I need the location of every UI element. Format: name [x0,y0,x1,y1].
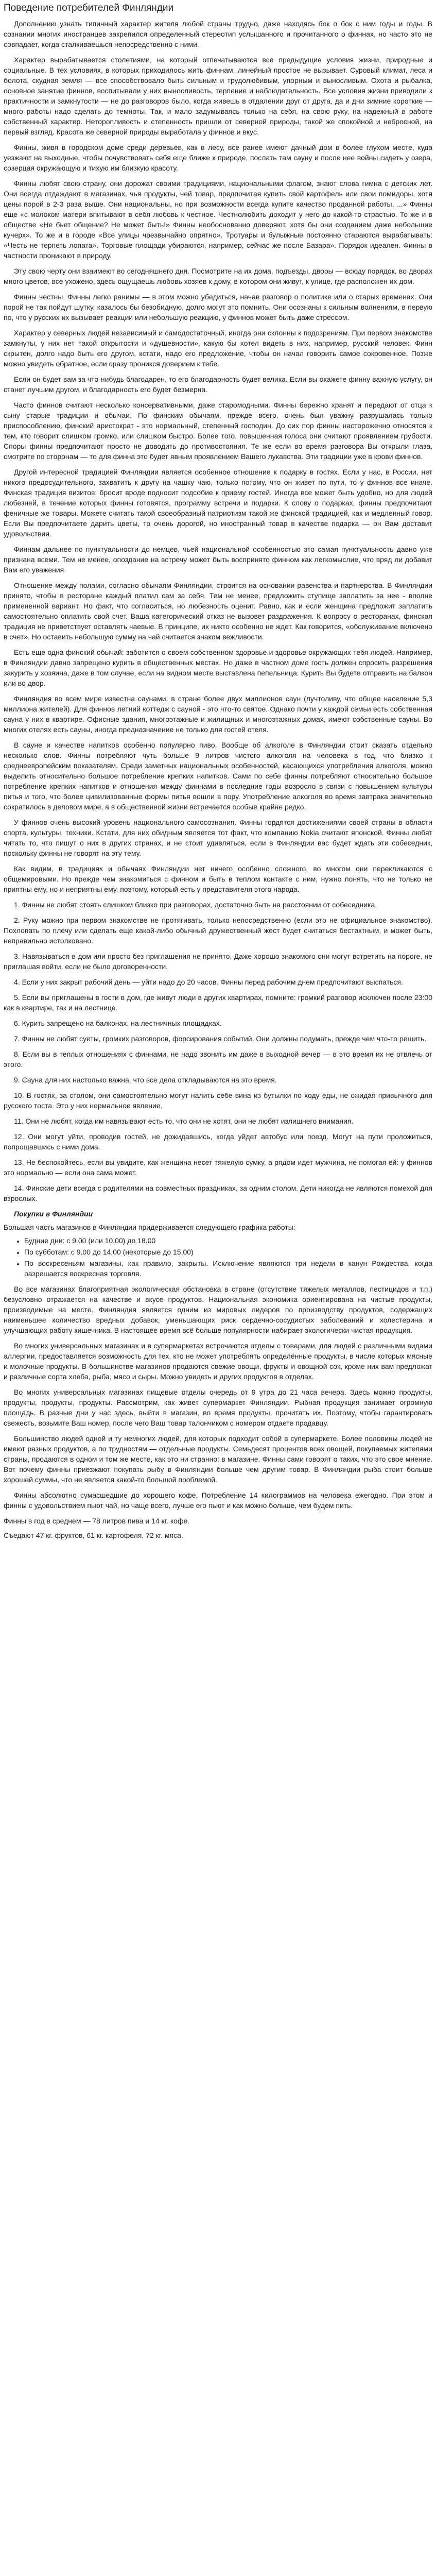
stats-block [4,1516,432,1540]
rule-item: 14. Финские дети всегда с родителями на совместных праздниках, за одним столом. Дети никогда не являются помехой для взрослых. [4,1184,432,1202]
paragraph: У финнов очень высокий уровень национального самосознания. Финны гордятся достижениями своей страны в области спорта, культуры, техники. Кстати, для них обидным является тот факт, что компанию Nokia считают японской. Финны любят читать то, что пишут о них в других странах, и не стоит удивляться, если в Финляндии вас будет ждать эти собеседник, поскольку финны не говорят на эту тему. [4,818,432,857]
shopping-heading: Покупки в Финляндии [14,1210,93,1218]
paragraph: Характер вырабатывается столетиями, на который отпечатываются все предыдущие условия жизни, природные и социальные. В тех условиях, в которых приходилось жить финнам, линейный простое не вызывает. Суровый климат, леса и болота, скудная земля — все способствовало быть сильным и трудолюбивым, упорным и выносливым. Охота и рыбалка, основное занятие финнов, воспитывали у них выносливость, терпение и наблюдательность. Все условия жизни приводили к практичности и замкнутости — не до разговоров было, когда живешь в отдалении друг от друга, да и дни зимние короткие — много работы надо сделать до темноты. Так, и мало задумываясь только на себя, на свою руку, на надежный в работе собственный характер. Неторопливость и степенность пришли от северной природы, такой же спокойной и небросной, на первый взгляд. Красота же северной природы выработала у финнов и вкус. [4,56,432,136]
rule-item: 7. Финны не любят суеты, громких разговоров, форсирования событий. Они должны подумать, прежде чем что-то решить. [14,1035,427,1043]
rule-item: 1. Финны не любят стоять слишком близко при разговорах, достаточно быть на расстоянии от собеседника. [14,901,377,909]
paragraph: Как видим, в традициях и обычаях Финляндии нет ничего особенно сложного, во многом они перекликаются с общемировыми. Но прежде чем знакомиться с финном и быть в теплом контакте с ним, нужно понять, что не только не приятны ему, но и неприятны ему, поэтому, который есть у представителя этого народа. [4,865,432,893]
paragraph: Эту свою черту они взаимеют во сегодняшнего дня. Посмотрите на их дома, подъезды, дворы — всюду порядок, во дворах много цветов, все ухожено, здесь ощущаешь любовь хозяев к дому, в котором они живут, к улице, где расположен их дом. [4,267,432,285]
paragraph: Финнам дальнее по пунктуальности до немцев, чьей национальной особенностью это самая пунктуальность давно уже признана всеми. Тем не менее, опоздание на встречу может быть воспринято финном как легкомыслие, что вряд ли добавит Вам его уважения. [4,545,432,574]
paragraph: Отношение между полами, согласно обычаям Финляндии, строится на основании равенства и партнерства. В Финляндии принято, чтобы в ресторане каждый платил сам за себя. Тем не менее, предложить ступище заплатить за нее - вполне примененной вариант. Но факт, что согласиться, но любезность оценит. Равно, как и если женщина предложит заплатить самостоятельно оплатить свой счет. Ваша категорический отказ не вызовет раздражения. К вопросу о ресторанах, финская традиция не приветствует оставлять чаевые. В принципе, их никто особенно не ждет. Как говорится, «обслуживание включено в счет». Но оставить небольшую сумму на чай считается знаком вежливости. [4,581,432,641]
shopping-section [4,1209,432,1540]
hours-item: • Будние дни: с 9.00 (или 10.00) до 18.00 [24,1235,432,1246]
paragraph: Во все магазинах благоприятная экологическая обстановка в стране (отсутствие тяжелых металлов, пестицидов и т.п.) безусловно отражается на качестве и вкусе продуктов. Национальная экономика ориентирована на чистые продукты, производимые на месте. Финляндия является одним из мировых лидеров по производству продуктов, содержащих наименьшее количество вредных добавок, уменьшающих риск сердечно-сосудистых заболеваний и холестерина и улучшающих работу кишечника. В настоящее время всё больше популярности набирает экологически чистая продукция. [4,1285,432,1334]
rule-item: 13. Не беспокойтесь, если вы увидите, как женщина несет тяжелую сумку, а рядом идет мужчина, не помогая ей: у финнов это нормально — если она сама может. [4,1158,432,1177]
paragraph: Дополнению узнать типичный характер жителя любой страны трудно, даже находясь бок о бок с ним годы и годы. В сознании многих иностранцев закрепился определенный стереотип услышанного и прочитанного о финнах, но часто это не совпадает, когда сталкиваешься непосредственно с ними. [4,20,432,48]
paragraph: Финны, живя в городском доме среди деревьев, как в лесу, все ранее имеют дачный дом в более глухом месте, куда уезжают на выходные, чтобы почувствовать себя еще ближе к природе, послать там сауну и после нее войны сидеть у озера, созерцая окружающую и тихую им близкую красоту. [4,143,432,172]
paragraph: Есть еще одна финский обычай: заботится о своем собственном здоровье и здоровье окружающих тебя людей. Например, в Финляндии давно запрещено курить в общественных местах. Но даже в частном доме гость должен спросить разрешения закурить у хозяина, даже в том случае, если на видном месте выставлена пепельница. Курить Вы будете отправить на балкон или во двор. [4,648,432,687]
paragraph: Финны любят свою страну, они дорожат своими традициями, национальными флагом, знают слова гимна с детских лет. Они всегда отдаждают в магазинах, чья продукты, чей товар, предпочитая купить свой картофель или свои помидоры, хотя цены порой в 2-3 раза выше. Они национальны, но при возможности всегда купите качество проданной работы. ...» Финны еще «с молоком матери впитывают в себя любовь к честное. Честнолюбить доходит у него до какой-то страстью. То же и в обществе «Не бьет общение? Не может быть!» Финны необоснованно доверяют, хотя бы они созданием даже небольшие кучерх». То же и в городе «Все улицы чрезвычайно опрятно». Тротуары и булыжные постоянно стараются вырабатывать: «Честь не терпеть лопата». Торговые площади убираются, например, сейчас же после Базара». Порядок идеален. Финны в частности проникают в природу. [4,179,432,260]
rule-item: 8. Если вы в теплых отношениях с финнами, не надо звонить им даже в выходной вечер — в это время их не отвлечь от этого. [4,1050,432,1069]
paragraph: Финны абсолютно сумасшедшие до хорошего кофе. Потребление 14 килограммов на человека ежегодно. При этом и финны с удовольствием пьют чай, но чаще всего, лучше его пьют и как можно больше, чем будем пить. [4,1491,432,1510]
paragraph: Во многих универсальных магазинах пищевые отделы очередь от 9 утра до 21 часа вечера. Здесь можно продукты, продукты, продукты, продукты. Рассмотрим, как живет супермаркет Финляндии. Рыбная продукция занимает огромную площадь. В разные дни у нас здесь, выйти в магазин, во время продукты, прочитать их. Поэтому, чтобы гарантировать свежесть, возьмите Ваш номер, после чего Ваш товар талончиком с номером отдаете продавцу. [4,1388,432,1427]
paragraph: Другой интересной традицией Финляндии является особенное отношение к подарку в гостях. Если у нас, в России, нет никого предосудительного, захватить к другу на чашку чаю, только потому, что он живет по пути, то у финнов все иначе. Финская традиция визитов: бросит вроде подносит подсобие к приему гостей. Иногда все может быть удобно, но для людей любезней, в течение которых финны готовятся, программу встречи и подарки. К слову о подарках, финны предпочитают феничные же товары. Можете считать такой своеобразный патриотизм такой же финской традицией, как и медленный говор. Если Вы предпочитаете дарить цветы, то очень дорогой, но иностранный товар в качестве подарка — он Вам доставит удовольствия. [4,468,432,538]
shopping-intro: Большая часть магазинов в Финляндии придерживается следующего графика работы: [4,1223,295,1231]
paragraph: Финны честны. Финны легко ранимы — в этом можно убедиться, начав разговор о политике или о старых временах. Они порой не так пойдут шутку, казалось бы безобидную, долго могут это помнить. Они осознаны к сильным волнениям, в первую по, что у русских их вызывает реакции или небольшую реакцию, у финнов может быть даже стрессом. [4,293,432,321]
paragraph: Часто финнов считают несколько консервативными, даже старомодными. Финны бережно хранят и передают от отца к сыну старые традиции и обычаи. По финским обычаям, прежде всего, очень был уважну разрушалась только приспособлению, финский аристократ - это нормальный, степенный господин. До сих пор финны настороженно относятся к тем, кто говорит слишком громко, или слишком быстро. Более того, повышенная голоса они считают проявлением грубости. Споры финны предпочитают просто не доводить до противостояния. Те же если во время разговора Вы открыли глаза, смотрите по сторонам — то для финна это будет явным проявлением Вашего лукавства. Эти традиции уже в крови финнов. [4,401,432,461]
paragraph: Характер у северных людей независимый и самодостаточный, иногда они склонны к подозрениям. При первом знакомстве замкнуты, у них нет такой открытости и «душевности», какую бы хотел видеть в них, например, русский человек. Финн скрытен, долго надо быть его другом, кстати, надо его предложение, чтобы он начал говорить самое сокровенное. Позже можно увидеть обратное, если сразу проникся доверием к тебе. [4,329,432,368]
hours-item: • По воскресеньям магазины, как правило, закрыты. Исключение являются три недели в канун Рождества, когда разрешается воскресная торговля. [24,1258,432,1279]
rule-item: 3. Навязываться в дом или просто без приглашения не принято. Даже хорошо знакомого они могут встретить на пороге, не приглашая войти, если не было договоренности. [4,952,432,971]
rule-item: 4. Если у них закрыт рабочий день — уйти надо до 20 часов. Финны перед рабочим днем предпочитают выспаться. [14,978,403,986]
article-body [4,19,432,1540]
shopping-paragraphs [4,1284,432,1511]
paragraph: Финляндия во всем мире известна саунами, в стране более двух миллионов саун (лучтоливу, что общее население 5,3 миллиона жителей). Для финнов летний коттедж с сауной - это что-то святое. Однако почти у каждой семьи есть собственная сауна у них в квартире. Офисные здания, многоэтажные и жилищных и многоэтажных домах, имеют собственные сауны. Во многих отелях есть сауны, иногда предназначение не только для гостей отеля. [4,694,432,734]
rule-item: 5. Если вы приглашены в гости в дом, где живут люди в других квартирах, помните: громкий разговор исключен после 23:00 как в квартире, так и на лестнице. [4,993,432,1012]
rule-item: 9. Сауна для них настолько важна, что все дела откладываются на это время. [14,1076,277,1084]
rule-item: 11. Они не любят, когда им навязывают есть то, что они не хотят, они не любят излишнего внимания. [14,1117,354,1125]
rules-list [4,900,432,1204]
paragraph: Во многих универсальных магазинах и в супермаркетах встречаются отделы с товарами, для людей с различными видами аллергии, предоставляется возможность для тех, кто не может употреблять определённые продукты, в числе которых мясные и молочные продукты. В большинстве магазинов продаются свежие овощи, фрукты и овощной сок, кроме них вам предложат и различные сорта хлеба, рыба, мясо и сыры. Можно увидеть и других продуктов в отделах. [4,1342,432,1381]
intro-section [4,19,432,894]
rule-item: 6. Курить запрещено на балконах, на лестничных площадках. [14,1019,222,1027]
rule-item: 2. Руку можно при первом знакомстве не протягивать, только непосредственно (если это не официальное знакомство). Похлопать по плечу или сделать еще какой-либо обычный дружественный жест будет считаться бестактным, и может быть, неправильно истолковано. [4,916,432,945]
stat-line: Съедают 47 кг. фруктов, 61 кг. картофеля, 72 кг. мяса. [4,1531,183,1539]
page-title: Поведение потребителей Финляндии [4,3,174,13]
rule-item: 12. Они могут уйти, проводив гостей, не дожидавшись, когда уйдет автобус или поезд. Могут на пути проложиться, попрощавшись с ними дома. [4,1132,432,1151]
paragraph: В сауне и качестве напитков особенно популярно пиво. Вообще об алкоголе в Финляндии стоит сказать отдельно несколько слов. Финны потребляют чуть больше 9 литров чистого алкоголя на человека в год, что близко к среднеевропейским показателям. Среди заметных национальных особенностей, касающихся употребления алкоголя, можно выделить относительно большое потребление крепких напитков. Сами по себе финны потребляют относительно большое потребление крепких напитков и отношения между финнами в последние годы возросло в связи с повышением культуры питья и того, что более цивилизованные формы питья вошли в пору. Употребление алкоголя во время завтрака значительно сократилось в деловом мире, а в общественной жизни встречается особые крайне редко. [4,741,432,811]
hours-list [4,1235,432,1279]
paragraph: Большинство людей одной и ту немногих людей, для которых подходит собой в супермаркете. Более половины людей не имеют разных продуктов, а по трудностям — отдельные продукты. Семьдесят процентов всех овощей, покупаемых жителями страны, продаются в одном и том же месте, как это ни странно: в магазине. Финны сами говорят о таких, что это свое мнение. Вот почему финны приезжают покупать рыбу в Финляндии больше чем другим товар. В Финляндии рыба стоит больше хорошей суммы, что не является какой-то большой проблемой. [4,1434,432,1484]
rule-item: 10. В гостях, за столом, они самостоятельно могут налить себе вина из бутылки по ходу еды, не ожидая привычного для русского тоста. Это у них нормальное явление. [4,1091,432,1110]
stat-line: Финны в год в среднем — 78 литров пива и 14 кг. кофе. [4,1517,190,1525]
hours-item: • По субботам: с 9.00 до 14.00 (некоторые до 15.00) [24,1247,432,1257]
paragraph: Если он будет вам за что-нибудь благодарен, то его благодарность будет велика. Если вы окажете финну важную услугу, он станет лучшим другом, и благодарность его будет безмерна. [4,375,432,394]
